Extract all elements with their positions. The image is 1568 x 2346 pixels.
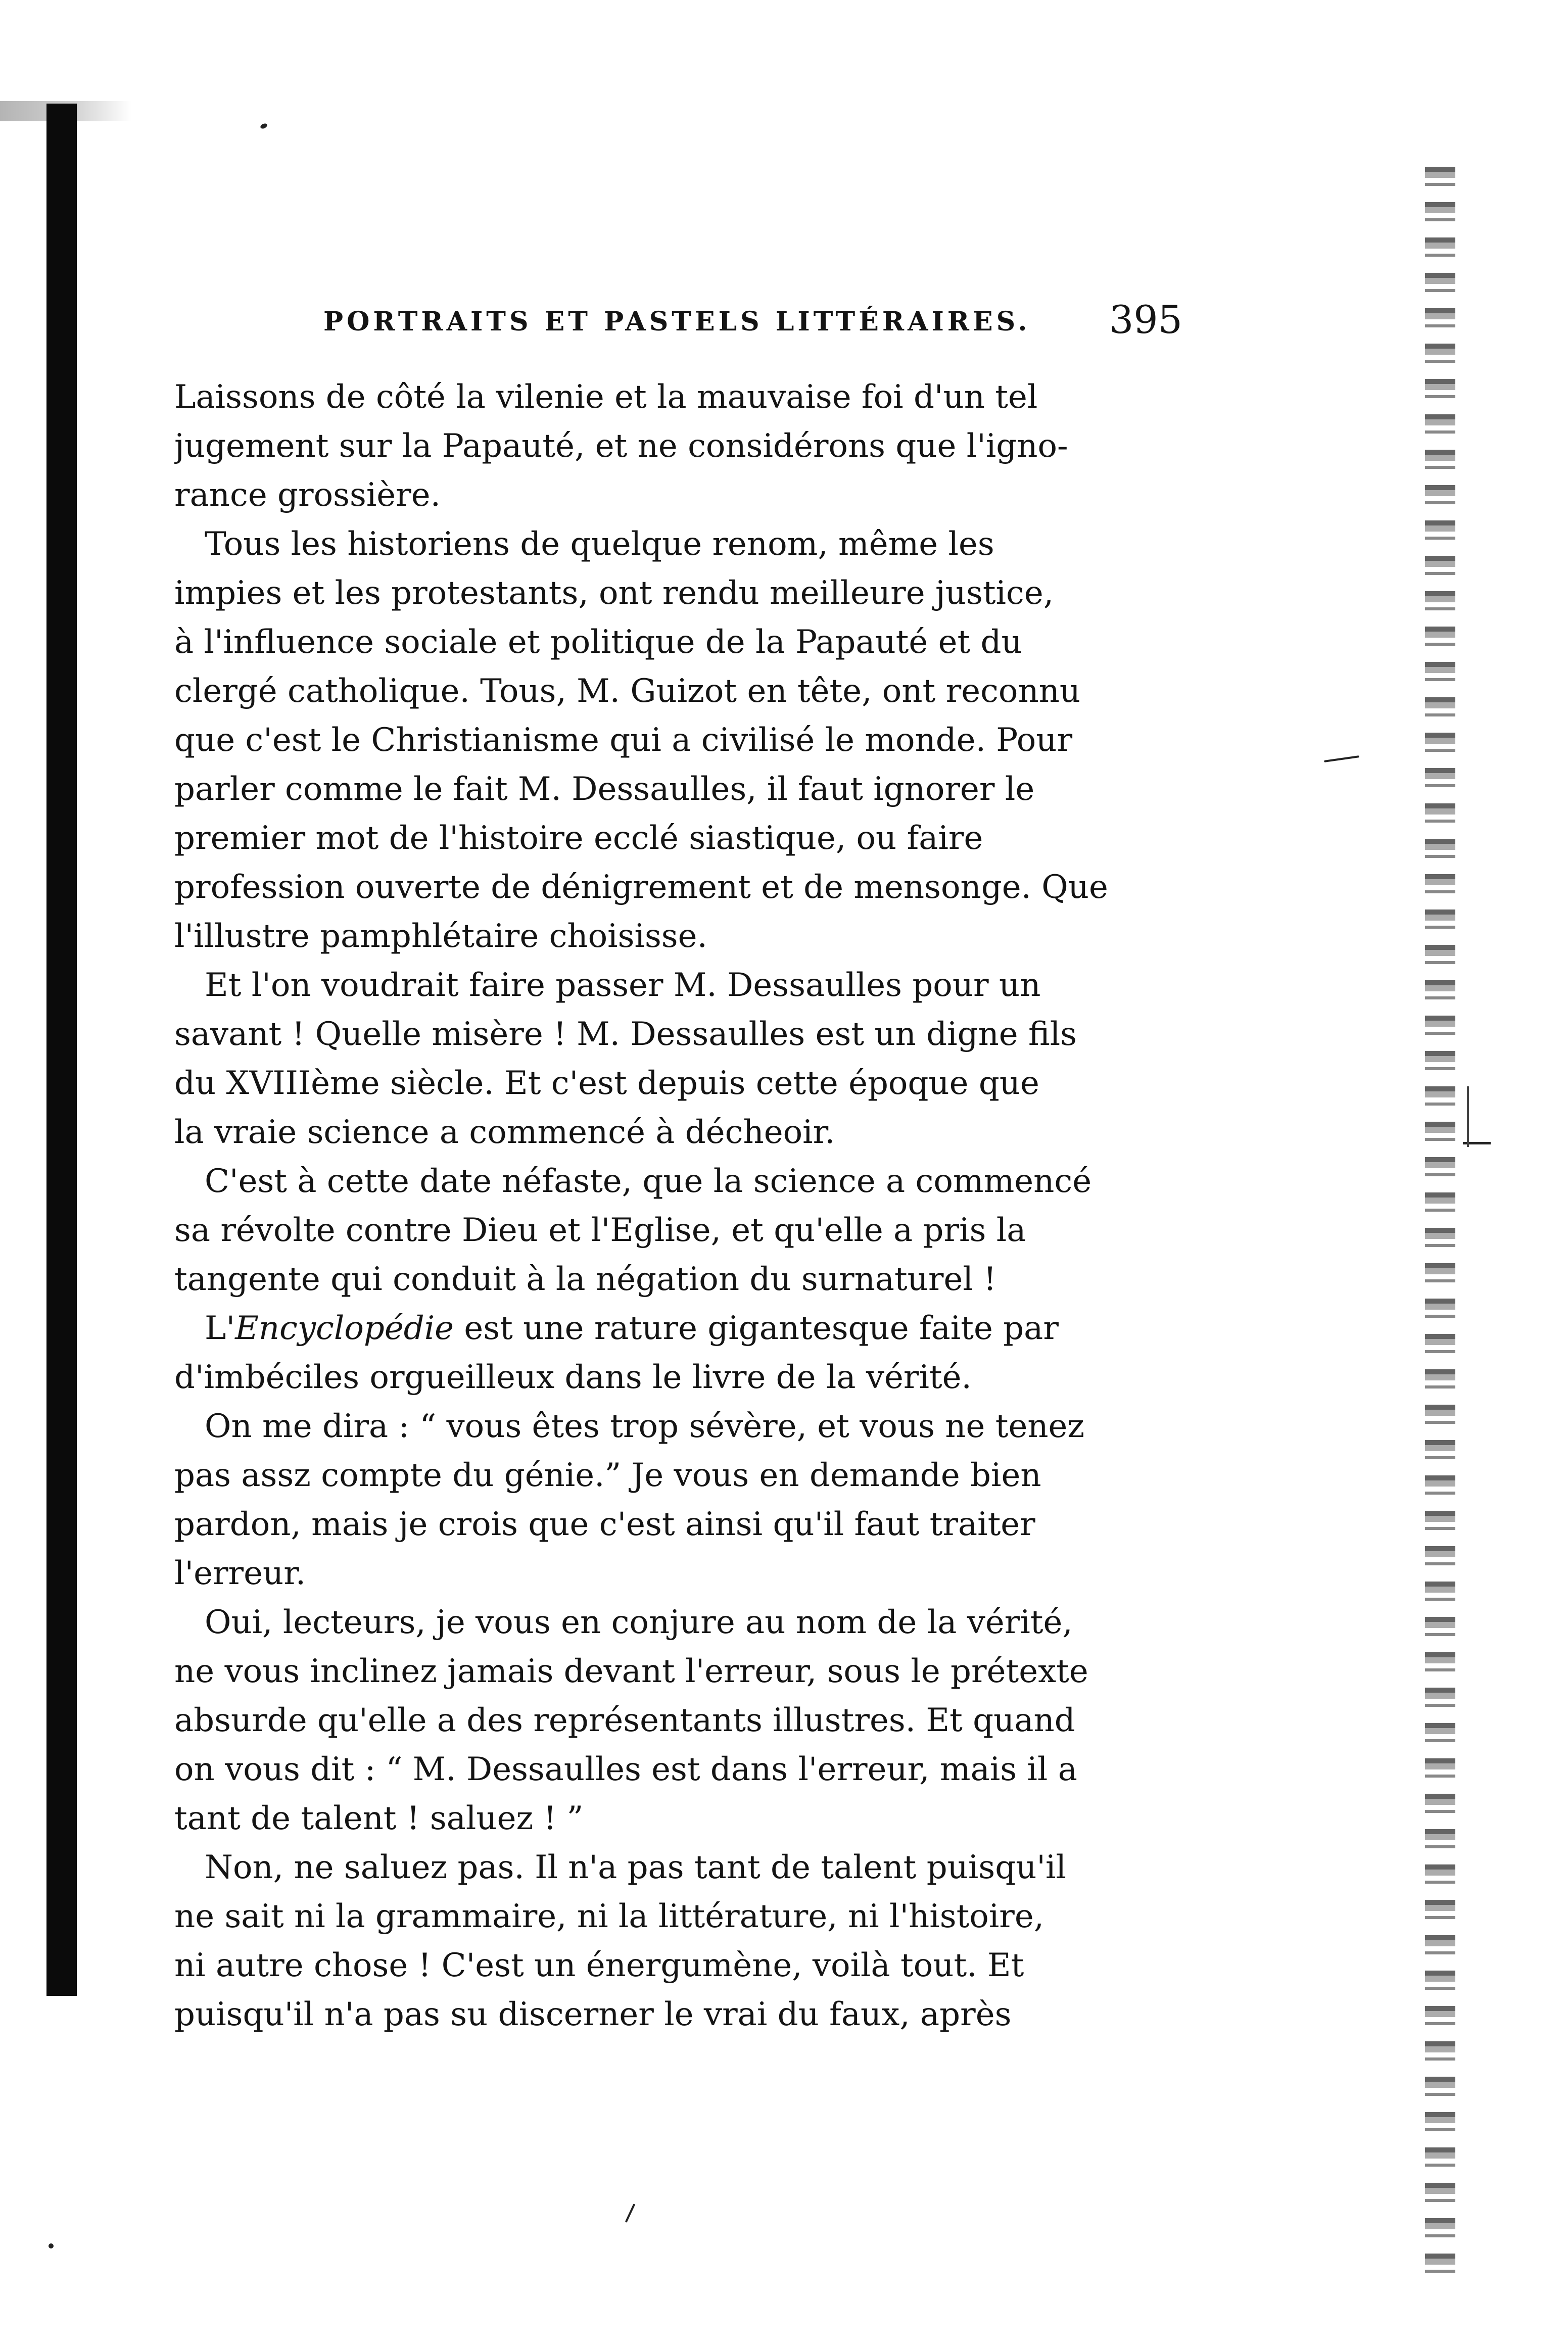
line-text: ne vous inclinez jamais devant l'erreur, sous le prétexte xyxy=(174,1653,1088,1690)
text-line xyxy=(174,1402,1174,1451)
text-line xyxy=(174,1941,1174,1990)
scan-speck xyxy=(1324,755,1359,762)
line-text: tangente qui conduit à la négation du surnaturel ! xyxy=(174,1261,996,1298)
line-text: pardon, mais je crois que c'est ainsi qu'il faut traiter xyxy=(174,1506,1035,1543)
line-text: est une rature gigantesque faite par xyxy=(464,1310,1059,1347)
text-line xyxy=(174,863,1174,912)
line-text: impies et les protestants, ont rendu meilleure justice, xyxy=(174,574,1054,612)
line-text: tant de talent ! saluez ! ” xyxy=(174,1800,584,1837)
text-line xyxy=(174,1990,1174,2039)
text-line xyxy=(174,569,1174,618)
line-text: rance grossière. xyxy=(174,476,441,514)
text-line xyxy=(174,716,1174,765)
scan-speck xyxy=(625,2204,636,2223)
text-line xyxy=(174,1059,1174,1108)
line-text: Oui, lecteurs, je vous en conjure au nom de la vérité, xyxy=(205,1604,1073,1641)
line-text: On me dira : “ vous êtes trop sévère, et vous ne tenez xyxy=(205,1408,1085,1445)
line-text: la vraie science a commencé à décheoir. xyxy=(174,1114,835,1151)
italic-title: Encyclopédie xyxy=(235,1310,454,1347)
text-line xyxy=(174,1108,1174,1157)
line-text: Tous les historiens de quelque renom, même les xyxy=(205,525,994,563)
page-edge-scan-artifact xyxy=(1425,167,1455,2289)
text-line xyxy=(174,1304,1174,1353)
text-line xyxy=(174,1892,1174,1941)
line-text: parler comme le fait M. Dessaulles, il faut ignorer le xyxy=(174,771,1035,808)
line-text: Et l'on voudrait faire passer M. Dessaulles pour un xyxy=(205,967,1041,1004)
text-line xyxy=(174,1353,1174,1402)
line-text: on vous dit : “ M. Dessaulles est dans l'erreur, mais il a xyxy=(174,1751,1077,1788)
line-text: l'illustre pamphlétaire choisisse. xyxy=(174,918,707,955)
line-text: ne sait ni la grammaire, ni la littérature, ni l'histoire, xyxy=(174,1898,1044,1935)
text-line xyxy=(174,1598,1174,1647)
text-line xyxy=(174,667,1174,716)
text-line xyxy=(174,1745,1174,1794)
text-line xyxy=(174,1451,1174,1500)
text-line xyxy=(174,912,1174,961)
scan-speck xyxy=(260,122,268,129)
scan-mark xyxy=(1467,1086,1469,1147)
text-line xyxy=(174,814,1174,863)
body-text xyxy=(174,373,1174,2039)
line-text: Laissons de côté la vilenie et la mauvaise foi d'un tel xyxy=(174,378,1038,416)
line-text: à l'influence sociale et politique de la Papauté et du xyxy=(174,624,1022,661)
text-line xyxy=(174,1206,1174,1255)
text-line xyxy=(174,1500,1174,1549)
line-text: du XVIIIème siècle. Et c'est depuis cette époque que xyxy=(174,1065,1039,1102)
line-text: C'est à cette date néfaste, que la science a commencé xyxy=(205,1163,1092,1200)
line-prefix: L' xyxy=(205,1310,235,1347)
page-number: 395 xyxy=(1109,297,1182,342)
line-text: ni autre chose ! C'est un énergumène, voilà tout. Et xyxy=(174,1947,1024,1984)
line-text: profession ouverte de dénigrement et de mensonge. Que xyxy=(174,869,1108,906)
line-text: puisqu'il n'a pas su discerner le vrai du faux, après xyxy=(174,1996,1012,2033)
line-text: jugement sur la Papauté, et ne considérons que l'igno- xyxy=(174,427,1068,465)
text-line xyxy=(174,1794,1174,1843)
text-line xyxy=(174,1843,1174,1892)
line-text: d'imbéciles orgueilleux dans le livre de la vérité. xyxy=(174,1359,972,1396)
text-line xyxy=(174,1255,1174,1304)
line-text: clergé catholique. Tous, M. Guizot en tête, ont reconnu xyxy=(174,673,1081,710)
text-line xyxy=(174,471,1174,520)
binding-edge xyxy=(46,104,77,1996)
text-line xyxy=(174,1696,1174,1745)
line-text: savant ! Quelle misère ! M. Dessaulles est un digne fils xyxy=(174,1016,1077,1053)
line-text: pas assz compte du génie.” Je vous en demande bien xyxy=(174,1457,1041,1494)
running-header xyxy=(323,297,1182,353)
text-line xyxy=(174,765,1174,814)
line-text: que c'est le Christianisme qui a civilisé le monde. Pour xyxy=(174,722,1073,759)
text-line xyxy=(174,520,1174,569)
text-line xyxy=(174,618,1174,667)
text-line xyxy=(174,1647,1174,1696)
text-line xyxy=(174,422,1174,471)
line-text: absurde qu'elle a des représentants illustres. Et quand xyxy=(174,1702,1075,1739)
scan-speck xyxy=(49,2243,54,2248)
text-line xyxy=(174,373,1174,422)
line-text: l'erreur. xyxy=(174,1555,306,1592)
line-text: premier mot de l'histoire ecclé siastique, ou faire xyxy=(174,820,983,857)
line-text: Non, ne saluez pas. Il n'a pas tant de talent puisqu'il xyxy=(205,1849,1066,1886)
running-title: PORTRAITS ET PASTELS LITTÉRAIRES. xyxy=(323,306,1031,337)
text-line xyxy=(174,1549,1174,1598)
text-line xyxy=(174,1157,1174,1206)
text-line xyxy=(174,961,1174,1010)
text-line xyxy=(174,1010,1174,1059)
line-text: sa révolte contre Dieu et l'Eglise, et qu'elle a pris la xyxy=(174,1212,1026,1249)
